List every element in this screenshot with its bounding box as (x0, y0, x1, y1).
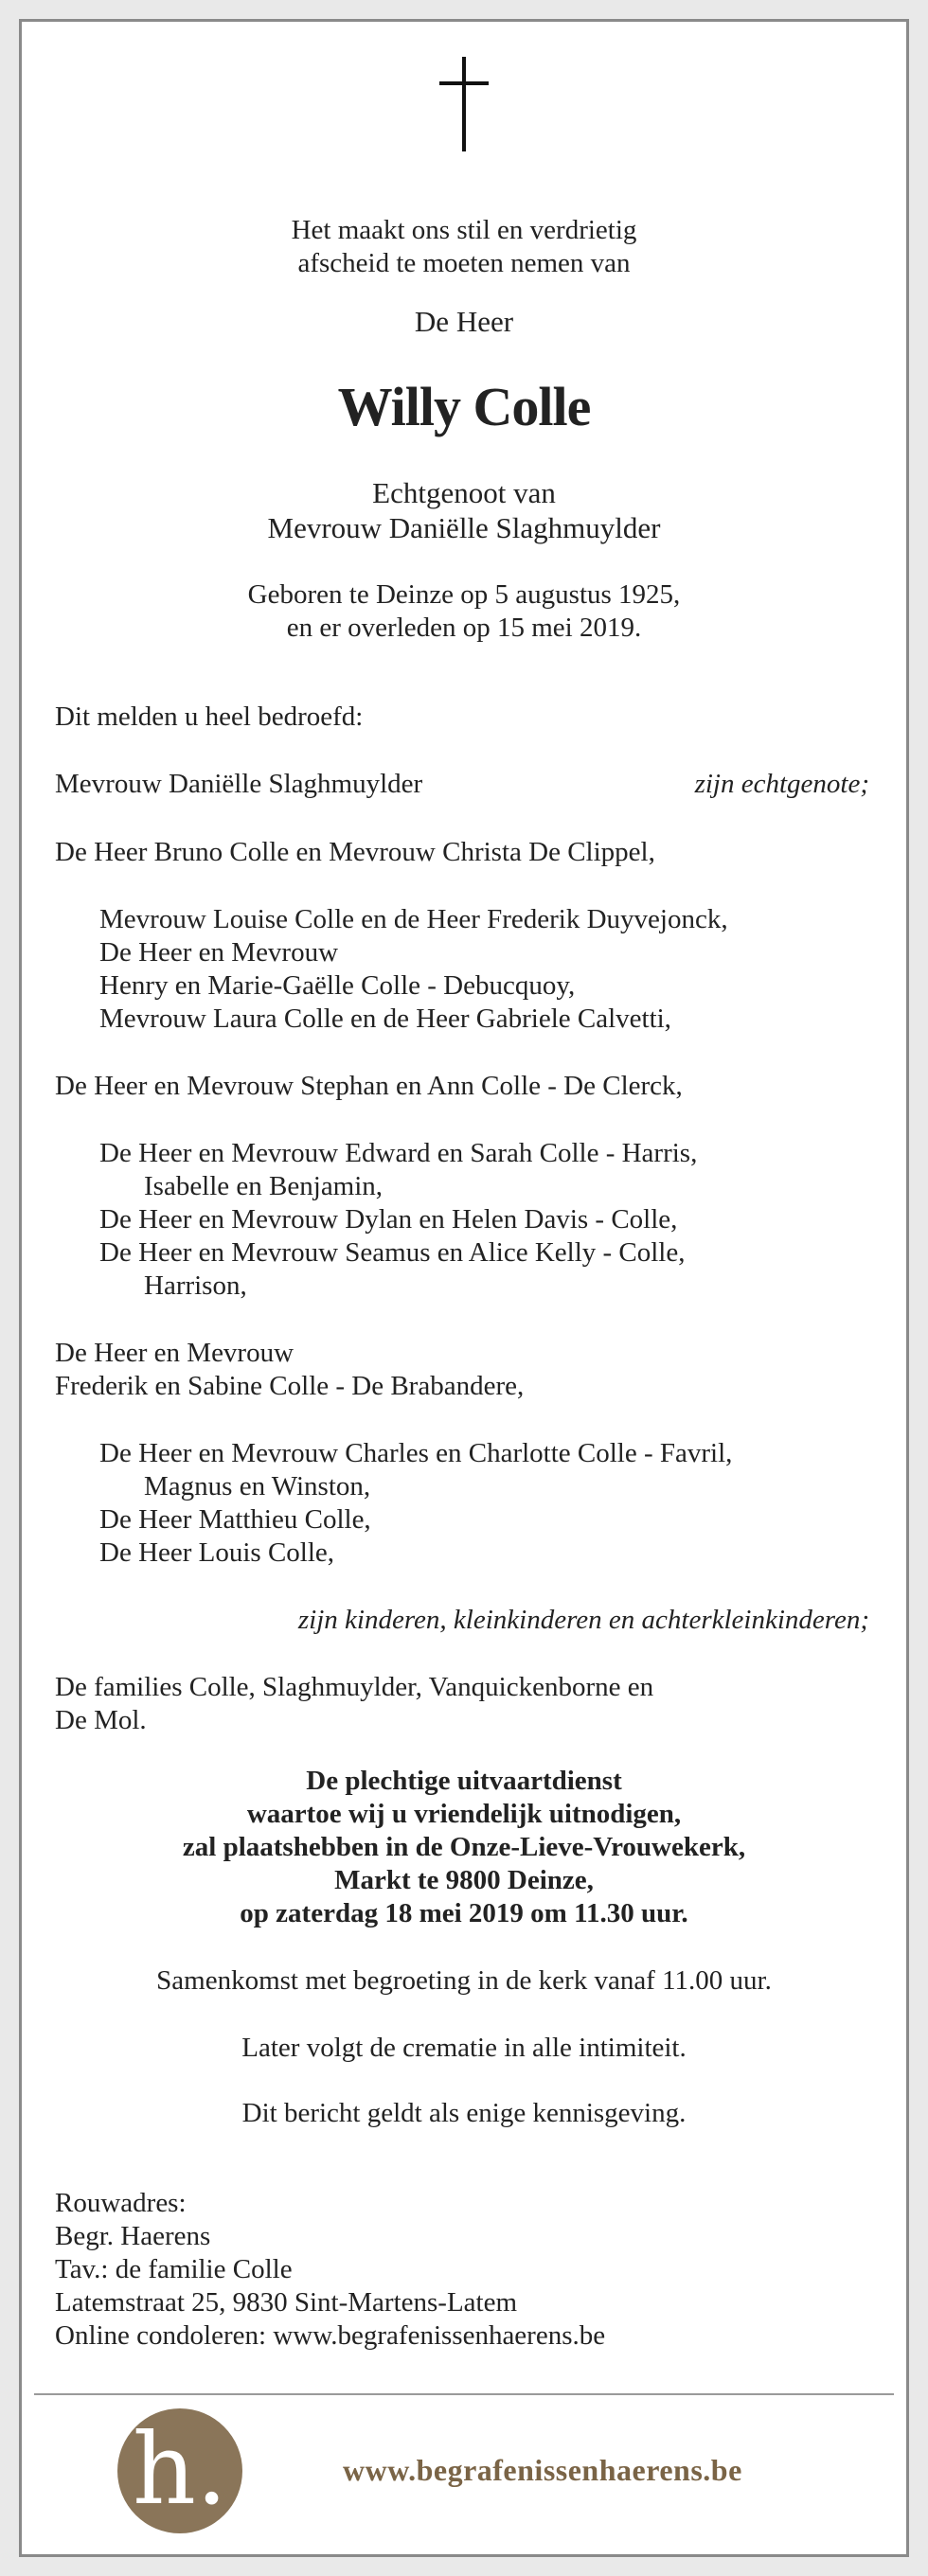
intro-line-2: afscheid te moeten nemen van (297, 248, 631, 278)
family-g1-kid: De Heer en Mevrouw (99, 937, 339, 968)
dates-line-1: Geboren te Deinze op 5 augustus 1925, (247, 579, 681, 610)
service-line: op zaterdag 18 mei 2019 om 11.30 uur. (240, 1898, 688, 1928)
note-notice: Dit bericht geldt als enige kennisgeving. (241, 2098, 687, 2128)
family-g2-kid: De Heer en Mevrouw Edward en Sarah Colle - Harris, (99, 1138, 698, 1168)
cross-icon (437, 57, 491, 151)
note-gathering: Samenkomst met begroeting in de kerk vanaf 11.00 uur. (156, 1965, 772, 1996)
family-g2: De Heer en Mevrouw Stephan en Ann Colle - De Clerck, (55, 1071, 683, 1101)
family-g3-kid: De Heer en Mevrouw Charles en Charlotte Colle - Favril, (99, 1438, 733, 1468)
service-line: De plechtige uitvaartdienst (306, 1766, 622, 1796)
funeral-home-logo (117, 2408, 242, 2533)
service-line: waartoe wij u vriendelijk uitnodigen, (246, 1799, 682, 1829)
family-g2-kid: De Heer en Mevrouw Dylan en Helen Davis - Colle, (99, 1204, 678, 1235)
service-line: Markt te 9800 Deinze, (334, 1865, 594, 1895)
family-g1-kid: Mevrouw Louise Colle en de Heer Frederik Duyvejonck, (99, 904, 728, 934)
logo-letter: h. (132, 2411, 228, 2527)
deceased-name: Willy Colle (337, 376, 591, 437)
address-line: Online condoleren: www.begrafenissenhaerens.be (55, 2320, 606, 2351)
announce: Dit melden u heel bedroefd: (55, 702, 364, 732)
service-line: zal plaatshebben in de Onze-Lieve-Vrouwekerk, (182, 1832, 746, 1862)
family-g3-line-2: Frederik en Sabine Colle - De Brabandere, (55, 1371, 525, 1401)
footer-divider (34, 2393, 894, 2395)
family-g3-kid: De Heer Matthieu Colle, (99, 1504, 371, 1535)
family-role: zijn kinderen, kleinkinderen en achterkleinkinderen; (297, 1605, 869, 1635)
address-line: Tav.: de familie Colle (55, 2254, 293, 2284)
address-line: Latemstraat 25, 9830 Sint-Martens-Latem (55, 2287, 518, 2318)
salutation: De Heer (414, 305, 514, 338)
family-g2-kid: De Heer en Mevrouw Seamus en Alice Kelly - Colle, (99, 1237, 686, 1268)
address-line: Rouwadres: (55, 2188, 187, 2218)
website-link[interactable]: www.begrafenissenhaerens.be (343, 2453, 742, 2487)
family-g3-line-1: De Heer en Mevrouw (55, 1338, 294, 1368)
dates-line-2: en er overleden op 15 mei 2019. (286, 613, 642, 643)
family-g2-grandkid: Harrison, (144, 1270, 247, 1301)
spouse-line-1: Echtgenoot van (372, 476, 556, 509)
spouse-line-2: Mevrouw Daniëlle Slaghmuylder (267, 511, 661, 544)
address-line: Begr. Haerens (55, 2221, 211, 2251)
spouse-name: Mevrouw Daniëlle Slaghmuylder (55, 769, 423, 799)
family-g1-kid: Mevrouw Laura Colle en de Heer Gabriele Calvetti, (99, 1004, 671, 1034)
family-g1-kid: Henry en Marie-Gaëlle Colle - Debucquoy, (99, 970, 576, 1001)
note-cremation: Later volgt de crematie in alle intimiteit. (241, 2033, 687, 2063)
family-g3-grandkid: Magnus en Winston, (144, 1471, 371, 1501)
intro-line-1: Het maakt ons stil en verdrietig (291, 215, 637, 245)
family-g1: De Heer Bruno Colle en Mevrouw Christa De Clippel, (55, 837, 655, 867)
spouse-role: zijn echtgenote; (694, 769, 869, 799)
family-g3-kid: De Heer Louis Colle, (99, 1537, 335, 1568)
families-line-2: De Mol. (55, 1705, 147, 1735)
families-line-1: De families Colle, Slaghmuylder, Vanquickenborne en (55, 1672, 654, 1702)
family-g2-grandkid: Isabelle en Benjamin, (144, 1171, 384, 1201)
